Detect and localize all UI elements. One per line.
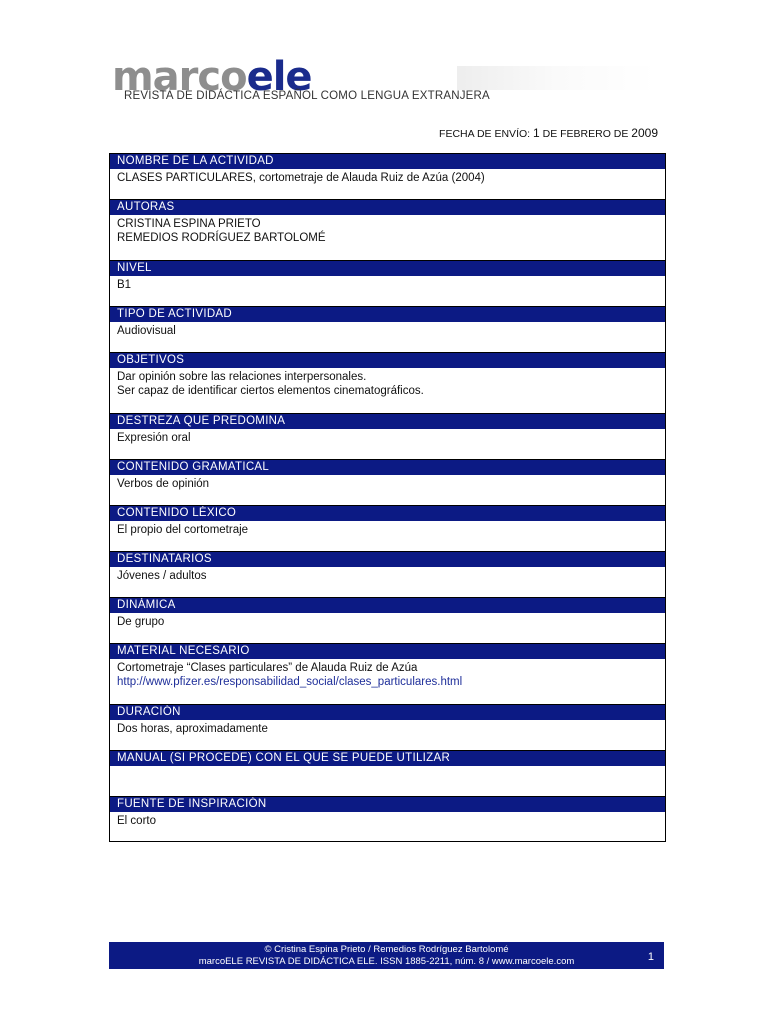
section-header-lexico: CONTENIDO LÉXICO [110, 506, 665, 521]
section-body-tipo [110, 322, 665, 353]
section-body-gramatical [110, 475, 665, 506]
section-line: CRISTINA ESPINA PRIETO [117, 218, 261, 230]
section-line: Verbos de opinión [117, 478, 210, 490]
section-body-destreza [110, 429, 665, 460]
logo-ele: ele [246, 54, 312, 100]
section-line: Ser capaz de identificar ciertos elementos cinematográficos. [117, 385, 424, 397]
page-footer [109, 942, 664, 969]
section-header-duracion: DURACIÓN [110, 705, 665, 720]
section-body-lexico [110, 521, 665, 552]
section-header-destinatarios: DESTINATARIOS [110, 552, 665, 567]
section-body-dinamica [110, 613, 665, 644]
section-body-material [110, 659, 665, 705]
date-month: DE FEBRERO DE [542, 128, 629, 140]
section-body-nivel [110, 276, 665, 307]
footer-journal-info: marcoELE REVISTA DE DIDÁCTICA ELE. ISSN 1885-2211, núm. 8 / www.marcoele.com [198, 956, 575, 967]
section-header-material: MATERIAL NECESARIO [110, 644, 665, 659]
section-line: Audiovisual [117, 325, 176, 337]
section-header-destreza: DESTREZA QUE PREDOMINA [110, 414, 665, 429]
section-header-nivel: NIVEL [110, 261, 665, 276]
section-line: Expresión oral [117, 432, 191, 444]
submission-date [439, 126, 658, 140]
section-header-dinamica: DINÁMICA [110, 598, 665, 613]
section-line: Dar opinión sobre las relaciones interpersonales. [117, 371, 367, 383]
section-line: CLASES PARTICULARES, cortometraje de Alauda Ruiz de Azúa (2004) [117, 172, 485, 184]
section-line: El propio del cortometraje [117, 524, 249, 536]
section-line: REMEDIOS RODRÍGUEZ BARTOLOMÉ [117, 232, 326, 244]
section-body-objetivos [110, 368, 665, 414]
section-header-objetivos: OBJETIVOS [110, 353, 665, 368]
logo-tagline: REVISTA DE DIDÁCTICA ESPAÑOL COMO LENGUA EXTRANJERA [124, 90, 490, 102]
section-header-fuente: FUENTE DE INSPIRACIÓN [110, 797, 665, 812]
section-body-fuente [110, 812, 665, 841]
section-line: Cortometraje “Clases particulares” de Alauda Ruiz de Azúa [117, 662, 418, 674]
section-body-manual [110, 766, 665, 797]
section-body-duracion [110, 720, 665, 751]
section-header-gramatical: CONTENIDO GRAMATICAL [110, 460, 665, 475]
section-header-nombre: NOMBRE DE LA ACTIVIDAD [110, 154, 665, 169]
section-header-tipo: TIPO DE ACTIVIDAD [110, 307, 665, 322]
section-header-manual: MANUAL (SI PROCEDE) CON EL QUE SE PUEDE UTILIZAR [110, 751, 665, 766]
section-line: Dos horas, aproximadamente [117, 723, 268, 735]
section-line: B1 [117, 279, 132, 291]
section-body-nombre [110, 169, 665, 200]
logo-marco: marco [112, 54, 247, 100]
section-body-destinatarios [110, 567, 665, 598]
material-link[interactable]: http://www.pfizer.es/responsabilidad_social/clases_particulares.html [117, 676, 463, 688]
footer-copyright: © Cristina Espina Prieto / Remedios Rodríguez Bartolomé [264, 944, 509, 955]
section-header-autoras: AUTORAS [110, 200, 665, 215]
section-body-autoras [110, 215, 665, 261]
date-year: 2009 [631, 126, 658, 140]
section-line: Jóvenes / adultos [117, 570, 207, 582]
page-number: 1 [647, 951, 654, 963]
section-line: El corto [117, 815, 156, 827]
date-day: 1 [533, 126, 540, 140]
marcoele-logo [112, 54, 672, 104]
activity-form [109, 153, 666, 842]
logo-background-fade [457, 66, 657, 90]
logo-wordmark [112, 54, 312, 100]
section-line: De grupo [117, 616, 165, 628]
date-label: FECHA DE ENVÍO: [439, 128, 531, 140]
